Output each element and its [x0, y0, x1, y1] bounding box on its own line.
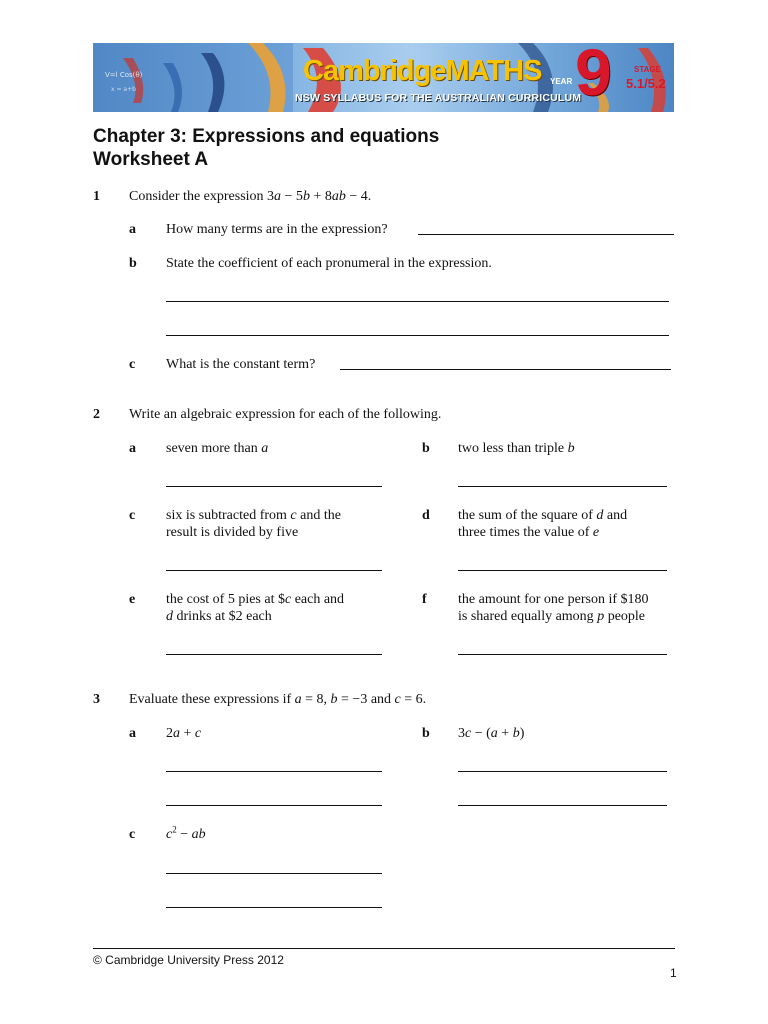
- question-3a-letter: a: [129, 726, 136, 741]
- question-2a-letter: a: [129, 441, 136, 456]
- page-number: 1: [670, 966, 677, 980]
- question-1-text: Consider the expression 3a − 5b + 8ab − 4.: [129, 189, 372, 204]
- chapter-title: Chapter 3: Expressions and equations: [93, 126, 440, 147]
- svg-text:x = a+b: x = a+b: [111, 86, 136, 93]
- worksheet-title: Worksheet A: [93, 149, 209, 170]
- banner-stage-value: 5.1/5.2: [626, 76, 666, 91]
- question-2f-text: the amount for one person if $180 is shared equally among p people: [458, 592, 649, 624]
- question-1a-letter: a: [129, 222, 136, 237]
- answer-line-2b[interactable]: [458, 486, 667, 487]
- question-1b-text: State the coefficient of each pronumeral in the expression.: [166, 256, 492, 271]
- answer-line-2e[interactable]: [166, 654, 382, 655]
- footer-copyright: © Cambridge University Press 2012: [93, 953, 284, 967]
- question-2c-letter: c: [129, 508, 136, 523]
- question-2a-text: seven more than a: [166, 441, 269, 456]
- question-3-number: 3: [93, 692, 100, 707]
- answer-line-3b-1[interactable]: [458, 771, 667, 772]
- question-2e-text: the cost of 5 pies at $c each and d drinks at $2 each: [166, 592, 345, 624]
- question-3b-letter: b: [422, 726, 430, 741]
- question-2b-text: two less than triple b: [458, 441, 575, 456]
- question-1a-text: How many terms are in the expression?: [166, 222, 388, 237]
- answer-line-3a-1[interactable]: [166, 771, 382, 772]
- question-1-number: 1: [93, 189, 100, 204]
- answer-line-2a[interactable]: [166, 486, 382, 487]
- header-banner: [93, 43, 674, 112]
- question-2e-letter: e: [129, 592, 136, 607]
- question-2-number: 2: [93, 407, 100, 422]
- answer-line-2f[interactable]: [458, 654, 667, 655]
- answer-line-3b-2[interactable]: [458, 805, 667, 806]
- answer-line-3c-1[interactable]: [166, 873, 382, 874]
- question-2c-text: six is subtracted from c and the result is divided by five: [166, 508, 341, 540]
- footer-divider: [93, 948, 675, 949]
- question-1c-text: What is the constant term?: [166, 357, 316, 372]
- answer-line-2d[interactable]: [458, 570, 667, 571]
- svg-text:V=l Cos(θ): V=l Cos(θ): [105, 71, 143, 79]
- question-2d-text: the sum of the square of d and three times the value of e: [458, 508, 628, 540]
- banner-stage-label: STAGE: [634, 65, 661, 74]
- question-1c-letter: c: [129, 357, 136, 372]
- question-2f-letter: f: [422, 592, 427, 607]
- answer-line-3c-2[interactable]: [166, 907, 382, 908]
- answer-line-1a[interactable]: [418, 234, 674, 235]
- answer-line-1b-2[interactable]: [166, 335, 669, 336]
- banner-year-number: 9: [575, 43, 612, 109]
- answer-line-1b-1[interactable]: [166, 301, 669, 302]
- question-1b-letter: b: [129, 256, 137, 271]
- question-2-text: Write an algebraic expression for each of the following.: [129, 407, 442, 422]
- question-3b-expression: 3c − (a + b): [458, 726, 525, 741]
- question-2d-letter: d: [422, 508, 430, 523]
- question-3c-letter: c: [129, 827, 136, 842]
- answer-line-2c[interactable]: [166, 570, 382, 571]
- banner-year-label: YEAR: [550, 77, 573, 86]
- question-3-text: Evaluate these expressions if a = 8, b = −3 and c = 6.: [129, 692, 427, 707]
- question-3c-expression: $c^2$ − ab: [166, 824, 206, 842]
- banner-title: CambridgeMATHS: [303, 55, 542, 87]
- answer-line-3a-2[interactable]: [166, 805, 382, 806]
- banner-subtitle: NSW SYLLABUS FOR THE AUSTRALIAN CURRICULUM: [295, 92, 582, 104]
- question-2b-letter: b: [422, 441, 430, 456]
- answer-line-1c[interactable]: [340, 369, 671, 370]
- question-3a-expression: 2a + c: [166, 726, 202, 741]
